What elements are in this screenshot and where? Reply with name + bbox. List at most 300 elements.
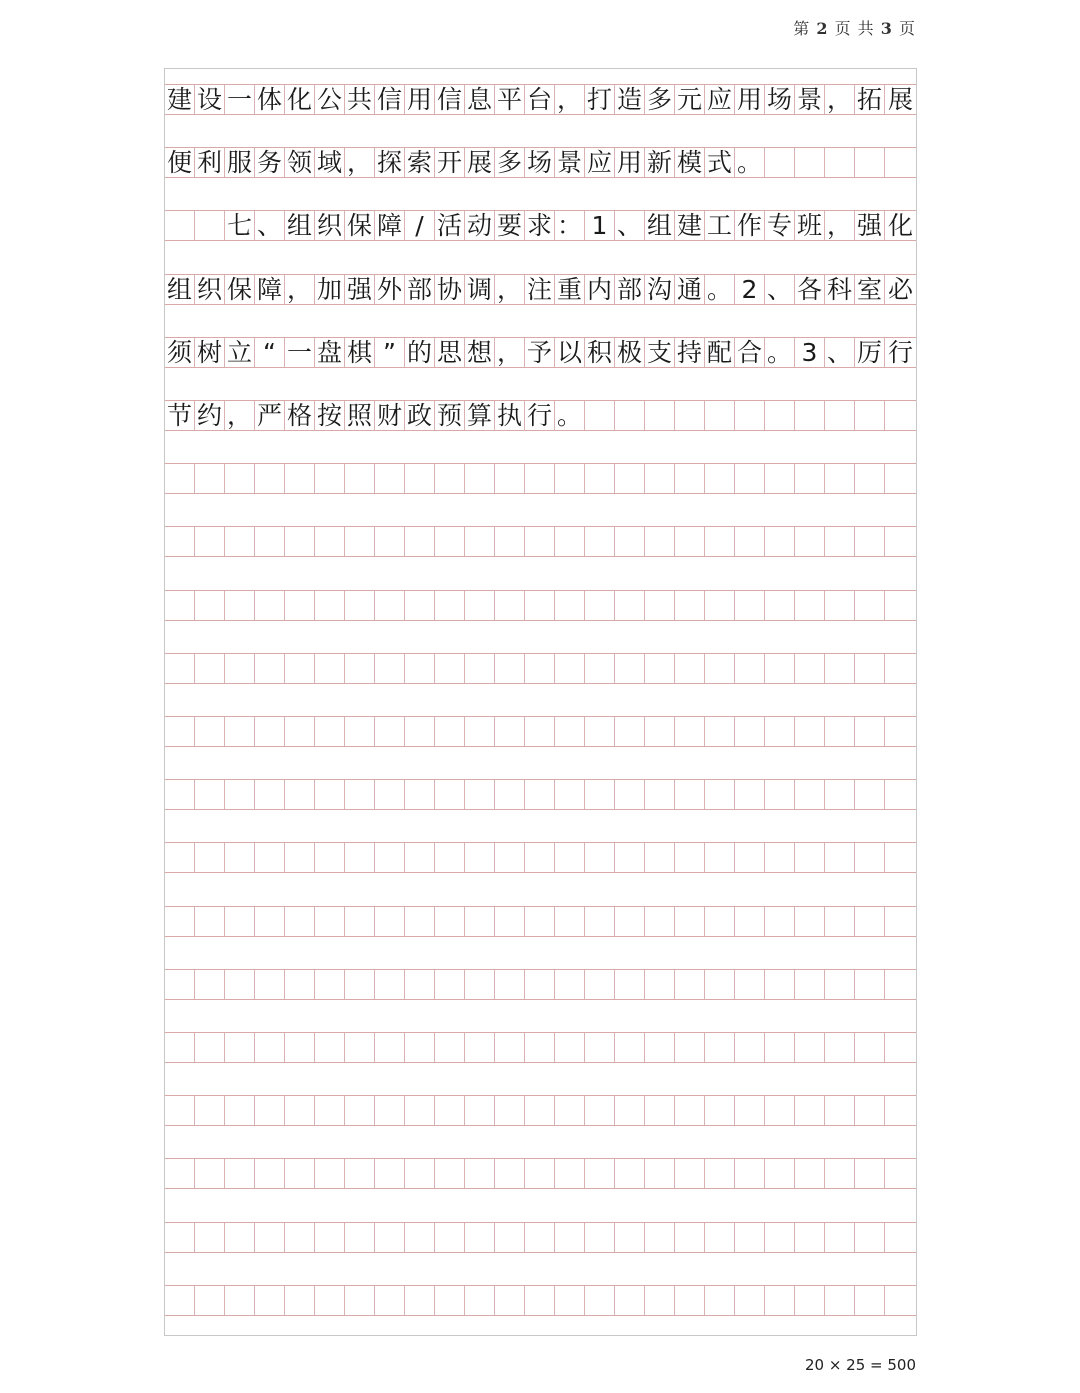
grid-cell: 工 <box>705 211 735 240</box>
grid-cell <box>705 780 735 809</box>
grid-cell <box>285 527 315 556</box>
grid-cell: 景 <box>795 85 825 114</box>
grid-cell <box>315 527 345 556</box>
grid-cell <box>285 1033 315 1062</box>
grid-cell <box>795 1223 825 1252</box>
grid-cell <box>195 780 225 809</box>
grid-cell: 协 <box>435 275 465 304</box>
grid-cell: 展 <box>887 85 913 114</box>
grid-cell <box>255 907 285 936</box>
grid-cell <box>885 1033 916 1062</box>
grid-cell: 部 <box>615 275 645 304</box>
grid-cell: 配 <box>705 338 735 367</box>
grid-cell <box>825 907 855 936</box>
grid-cell <box>825 1286 855 1315</box>
grid-cell: 组 <box>285 211 315 240</box>
grid-cell <box>345 717 375 746</box>
grid-cell <box>645 1159 675 1188</box>
grid-cell <box>615 780 645 809</box>
grid-cell: 执 <box>495 401 525 430</box>
grid-cell <box>165 654 195 683</box>
grid-cell <box>435 907 465 936</box>
grid-cell <box>765 843 795 872</box>
grid-cell <box>225 1033 255 1062</box>
grid-cell: 调 <box>465 275 495 304</box>
grid-cell <box>555 780 585 809</box>
grid-cell <box>375 780 405 809</box>
grid-cell: 应 <box>585 148 615 177</box>
grid-cell <box>465 717 495 746</box>
grid-cell <box>615 464 645 493</box>
grid-cell: 、 <box>765 275 795 304</box>
grid-cell <box>495 654 525 683</box>
grid-cell: 想 <box>465 338 495 367</box>
grid-cell: 场 <box>765 85 795 114</box>
grid-cell: 建 <box>675 211 705 240</box>
grid-cell <box>705 907 735 936</box>
grid-cell <box>195 1096 225 1125</box>
grid-cell <box>795 907 825 936</box>
grid-cell <box>525 1033 555 1062</box>
grid-cell <box>315 1159 345 1188</box>
grid-row <box>165 526 916 557</box>
grid-cell <box>675 970 705 999</box>
grid-cell <box>345 780 375 809</box>
grid-cell: 场 <box>525 148 555 177</box>
grid-cell <box>705 1159 735 1188</box>
grid-cell: 重 <box>555 275 585 304</box>
grid-row <box>165 1222 916 1253</box>
grid-cell <box>495 907 525 936</box>
grid-cell <box>675 1223 705 1252</box>
grid-cell: 专 <box>765 211 795 240</box>
page-label-prefix: 第 <box>793 19 811 38</box>
grid-cell <box>315 591 345 620</box>
grid-cell <box>495 1159 525 1188</box>
grid-cell: 严 <box>255 401 285 430</box>
grid-cell <box>525 1096 555 1125</box>
grid-cell <box>675 1096 705 1125</box>
grid-cell: 障 <box>255 275 285 304</box>
grid-cell <box>615 527 645 556</box>
grid-cell: 拓 <box>855 85 885 114</box>
grid-cell <box>525 527 555 556</box>
grid-cell: 用 <box>615 148 645 177</box>
grid-cell <box>315 654 345 683</box>
grid-cell <box>465 970 495 999</box>
grid-cell <box>465 1033 495 1062</box>
grid-cell <box>285 1096 315 1125</box>
grid-cell <box>315 464 345 493</box>
grid-cell <box>345 1096 375 1125</box>
grid-cell <box>855 1286 885 1315</box>
grid-row <box>165 337 916 368</box>
grid-cell <box>165 591 195 620</box>
grid-cell <box>315 717 345 746</box>
grid-cell <box>825 1096 855 1125</box>
page-number-header <box>793 16 916 39</box>
grid-cell: 须 <box>165 338 195 367</box>
grid-cell <box>165 1223 195 1252</box>
grid-cell <box>435 843 465 872</box>
grid-cell <box>375 970 405 999</box>
grid-cell <box>675 907 705 936</box>
grid-cell <box>765 1159 795 1188</box>
grid-cell: 域 <box>315 148 345 177</box>
grid-cell: ， <box>495 338 525 367</box>
grid-cell <box>855 1033 885 1062</box>
grid-cell: 。 <box>765 338 795 367</box>
grid-cell <box>315 1286 345 1315</box>
grid-cell <box>705 843 735 872</box>
grid-cell <box>285 464 315 493</box>
grid-cell: 组 <box>165 275 195 304</box>
grid-cell <box>195 1223 225 1252</box>
grid-cell <box>735 970 765 999</box>
grid-cell <box>765 1223 795 1252</box>
grid-cell <box>825 843 855 872</box>
grid-cell <box>315 843 345 872</box>
grid-cell <box>405 1286 435 1315</box>
grid-cell: 积 <box>585 338 615 367</box>
grid-row <box>165 210 916 241</box>
grid-cell <box>285 907 315 936</box>
grid-cell <box>435 464 465 493</box>
grid-cell <box>255 591 285 620</box>
grid-cell <box>465 1159 495 1188</box>
grid-cell <box>765 527 795 556</box>
grid-cell <box>885 591 916 620</box>
grid-cell <box>255 717 285 746</box>
grid-cell <box>165 1286 195 1315</box>
grid-cell <box>795 1286 825 1315</box>
grid-cell <box>555 591 585 620</box>
grid-cell <box>675 780 705 809</box>
grid-cell <box>585 780 615 809</box>
grid-cell <box>345 907 375 936</box>
grid-cell <box>405 591 435 620</box>
grid-cell <box>585 1159 615 1188</box>
grid-cell <box>675 401 705 430</box>
grid-cell <box>495 843 525 872</box>
grid-cell <box>195 654 225 683</box>
grid-cell <box>615 654 645 683</box>
grid-cell: 约 <box>195 401 225 430</box>
grid-cell: 、 <box>255 211 285 240</box>
grid-cell <box>255 1159 285 1188</box>
grid-cell <box>315 1223 345 1252</box>
grid-row <box>165 400 916 431</box>
grid-cell: 动 <box>465 211 495 240</box>
grid-cell <box>285 654 315 683</box>
grid-cell <box>315 907 345 936</box>
grid-cell <box>195 464 225 493</box>
grid-cell <box>615 1096 645 1125</box>
grid-cell <box>855 148 885 177</box>
grid-cell: 平 <box>495 85 525 114</box>
grid-cell <box>765 401 795 430</box>
grid-cell: 景 <box>555 148 585 177</box>
current-page-number: 2 <box>816 19 829 38</box>
grid-cell <box>645 1286 675 1315</box>
grid-cell <box>345 654 375 683</box>
grid-cell <box>645 464 675 493</box>
grid-cell <box>435 527 465 556</box>
grid-cell: ” <box>375 338 405 367</box>
grid-cell <box>885 907 916 936</box>
grid-cell: 室 <box>855 275 885 304</box>
grid-cell <box>825 1159 855 1188</box>
grid-cell <box>765 717 795 746</box>
grid-cell <box>405 654 435 683</box>
grid-cell <box>705 591 735 620</box>
grid-cell <box>525 1223 555 1252</box>
grid-cell <box>495 1286 525 1315</box>
grid-cell <box>495 780 525 809</box>
grid-cell <box>885 780 916 809</box>
grid-cell <box>435 1223 465 1252</box>
grid-cell <box>615 1286 645 1315</box>
grid-cell: 应 <box>705 85 735 114</box>
grid-cell <box>675 464 705 493</box>
manuscript-grid-paper <box>164 68 917 1336</box>
grid-cell <box>525 1159 555 1188</box>
grid-cell <box>285 970 315 999</box>
grid-row <box>165 716 916 747</box>
grid-cell <box>825 717 855 746</box>
grid-cell <box>255 527 285 556</box>
grid-cell <box>795 654 825 683</box>
grid-cell <box>225 1286 255 1315</box>
grid-cell: 2 <box>735 275 765 304</box>
grid-cell <box>795 401 825 430</box>
grid-cell <box>465 591 495 620</box>
page-label-suffix: 页 <box>898 19 916 38</box>
grid-cell <box>705 1286 735 1315</box>
grid-cell <box>225 780 255 809</box>
grid-cell <box>555 1223 585 1252</box>
grid-cell <box>225 527 255 556</box>
grid-cell <box>765 970 795 999</box>
grid-cell <box>885 843 916 872</box>
grid-cell <box>255 654 285 683</box>
grid-cell <box>555 654 585 683</box>
grid-cell <box>675 591 705 620</box>
grid-cell <box>585 717 615 746</box>
grid-cell <box>465 1096 495 1125</box>
grid-cell <box>375 464 405 493</box>
grid-cell: 式 <box>705 148 735 177</box>
grid-cell <box>825 780 855 809</box>
grid-cell <box>705 970 735 999</box>
grid-row <box>165 1158 916 1189</box>
grid-cell <box>615 1223 645 1252</box>
grid-cell <box>645 591 675 620</box>
grid-cell <box>825 401 855 430</box>
grid-cell: 照 <box>345 401 375 430</box>
grid-cell <box>855 1159 885 1188</box>
grid-cell <box>225 717 255 746</box>
grid-cell: 公 <box>315 85 345 114</box>
grid-row <box>165 1095 916 1126</box>
grid-cell: 1 <box>585 211 615 240</box>
grid-cell: 七 <box>225 211 255 240</box>
grid-cell <box>555 1159 585 1188</box>
grid-cell <box>615 717 645 746</box>
grid-cell: 厉 <box>855 338 885 367</box>
grid-cell <box>735 464 765 493</box>
total-page-number: 3 <box>880 19 893 38</box>
grid-cell <box>585 1033 615 1062</box>
grid-cell <box>795 527 825 556</box>
grid-cell <box>795 717 825 746</box>
grid-cell <box>345 1159 375 1188</box>
grid-cell <box>195 970 225 999</box>
grid-cell <box>795 780 825 809</box>
page-label-middle: 页 共 <box>834 19 875 38</box>
grid-cell: 化 <box>285 85 315 114</box>
grid-cell <box>435 1159 465 1188</box>
grid-cell <box>435 1286 465 1315</box>
grid-cell <box>735 1033 765 1062</box>
grid-cell <box>255 464 285 493</box>
grid-cell: ， <box>555 85 585 114</box>
grid-cell <box>405 1159 435 1188</box>
grid-cell <box>825 970 855 999</box>
grid-cell <box>465 780 495 809</box>
grid-cell <box>555 970 585 999</box>
grid-cell: 加 <box>315 275 345 304</box>
grid-cell <box>765 464 795 493</box>
grid-cell <box>315 970 345 999</box>
grid-cell <box>495 1223 525 1252</box>
grid-cell: 障 <box>375 211 405 240</box>
grid-row <box>165 84 916 115</box>
grid-cell: 作 <box>735 211 765 240</box>
grid-cell <box>495 717 525 746</box>
grid-cell <box>615 843 645 872</box>
grid-cell <box>825 464 855 493</box>
grid-cell <box>435 591 465 620</box>
grid-cell <box>285 1286 315 1315</box>
grid-cell <box>525 654 555 683</box>
grid-cell: 化 <box>887 211 913 241</box>
grid-row <box>165 590 916 621</box>
grid-cell <box>855 780 885 809</box>
grid-cell <box>855 907 885 936</box>
grid-cell <box>405 717 435 746</box>
grid-cell <box>315 1096 345 1125</box>
grid-cell <box>555 527 585 556</box>
grid-cell <box>825 527 855 556</box>
grid-cell <box>465 654 495 683</box>
grid-cell <box>765 907 795 936</box>
grid-cell <box>795 970 825 999</box>
grid-cell: 共 <box>345 85 375 114</box>
grid-cell <box>705 1033 735 1062</box>
grid-cell <box>795 464 825 493</box>
grid-cell <box>345 843 375 872</box>
grid-cell <box>375 843 405 872</box>
grid-cell: 思 <box>435 338 465 367</box>
grid-cell <box>225 591 255 620</box>
grid-cell: / <box>405 211 435 240</box>
grid-cell: ， <box>495 275 525 304</box>
grid-cell: 予 <box>525 338 555 367</box>
grid-cell <box>435 654 465 683</box>
grid-cell <box>195 211 225 240</box>
grid-cell <box>495 464 525 493</box>
grid-cell <box>495 1033 525 1062</box>
grid-cell <box>465 907 495 936</box>
grid-cell: 政 <box>405 401 435 430</box>
grid-cell <box>615 907 645 936</box>
grid-cell <box>285 1223 315 1252</box>
grid-cell <box>675 1286 705 1315</box>
grid-cell <box>165 527 195 556</box>
grid-cell <box>735 780 765 809</box>
grid-cell <box>705 464 735 493</box>
grid-cell: ， <box>825 85 855 114</box>
grid-cell <box>435 1096 465 1125</box>
grid-cell <box>705 1223 735 1252</box>
grid-cell <box>285 1159 315 1188</box>
grid-cell <box>645 1033 675 1062</box>
grid-cell <box>345 1223 375 1252</box>
grid-cell <box>555 1096 585 1125</box>
grid-cell: 信 <box>375 85 405 114</box>
grid-cell: ， <box>225 401 255 430</box>
grid-cell <box>225 843 255 872</box>
grid-cell <box>345 1033 375 1062</box>
grid-cell <box>645 780 675 809</box>
grid-cell: 以 <box>555 338 585 367</box>
grid-cell <box>735 1286 765 1315</box>
grid-cell: 3 <box>795 338 825 367</box>
grid-cell: 支 <box>645 338 675 367</box>
grid-cell <box>705 654 735 683</box>
grid-cell <box>195 1159 225 1188</box>
grid-cell <box>225 970 255 999</box>
grid-cell <box>615 970 645 999</box>
grid-cell: 。 <box>705 275 735 304</box>
grid-cell: 息 <box>465 85 495 114</box>
grid-cell: 新 <box>645 148 675 177</box>
grid-cell: 一 <box>285 338 315 367</box>
grid-cell <box>885 148 916 177</box>
grid-cell <box>855 527 885 556</box>
grid-cell <box>885 464 916 493</box>
grid-cell: 多 <box>645 85 675 114</box>
grid-cell: 班 <box>795 211 825 240</box>
grid-cell <box>765 1033 795 1062</box>
grid-cell: 、 <box>615 211 645 240</box>
grid-cell <box>495 970 525 999</box>
grid-cell <box>645 1223 675 1252</box>
grid-cell <box>225 1096 255 1125</box>
grid-cell <box>705 401 735 430</box>
grid-cell <box>645 1096 675 1125</box>
grid-cell: 组 <box>645 211 675 240</box>
grid-cell <box>765 1096 795 1125</box>
grid-cell <box>825 148 855 177</box>
grid-cell: ： <box>555 211 585 240</box>
grid-cell <box>645 654 675 683</box>
grid-row <box>165 969 916 1000</box>
grid-cell: ， <box>345 148 375 177</box>
grid-cell <box>885 1223 916 1252</box>
grid-cell: 信 <box>435 85 465 114</box>
